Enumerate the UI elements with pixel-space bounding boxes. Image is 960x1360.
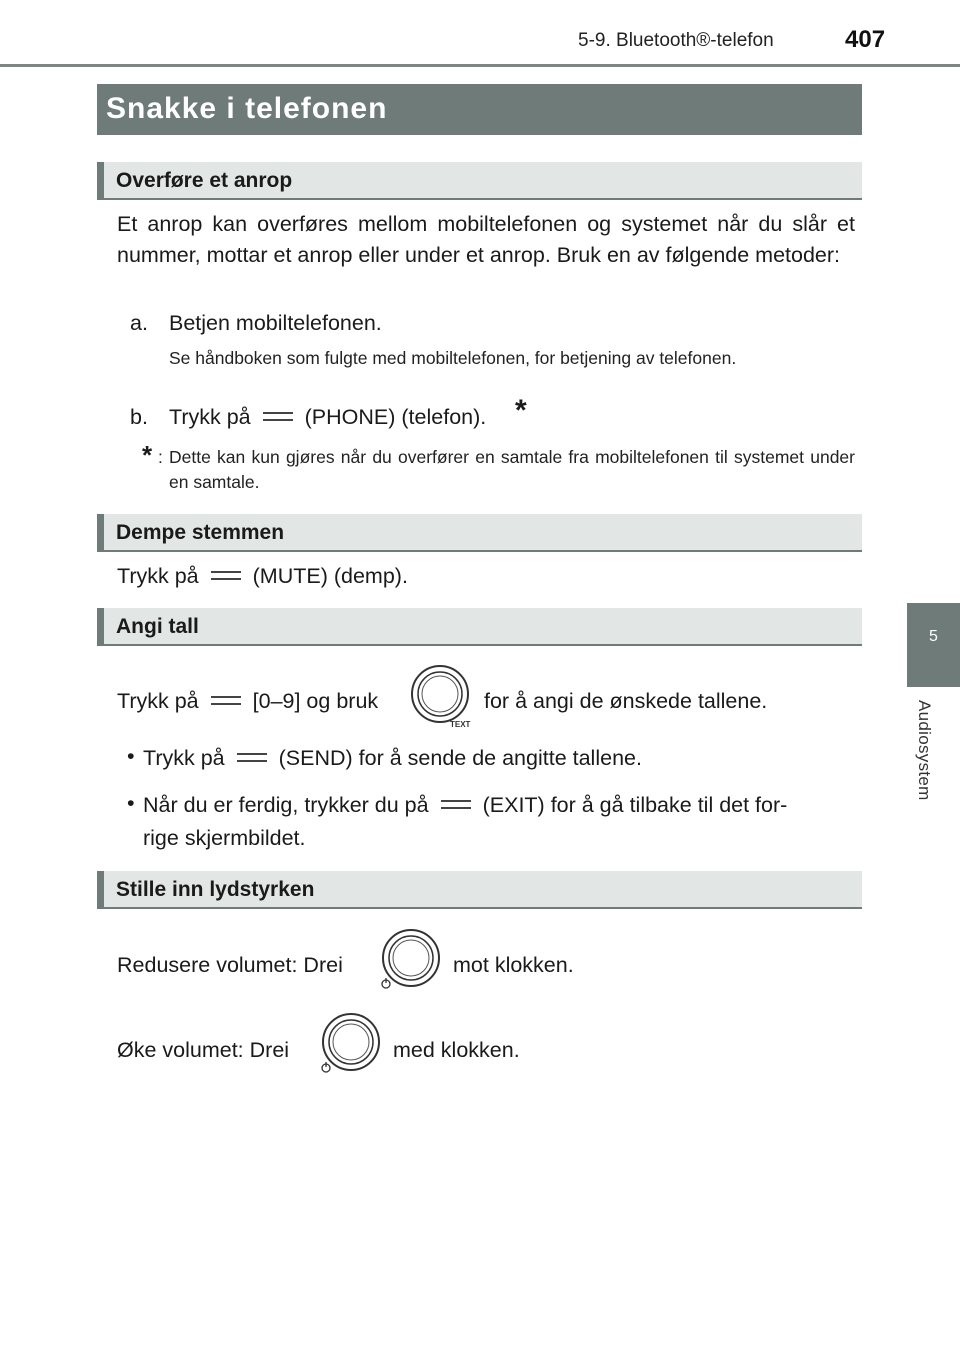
footnote-colon: : [158, 447, 163, 467]
step-b-before: Trykk på [169, 405, 251, 429]
send-after: (SEND) for å sende de angitte tallene. [278, 746, 642, 770]
transfer-intro: Et anrop kan overføres mellom mobiltelefonen og systemet når du slår et nummer, mottar et anrop eller under et anrop. Bruk en av følgende metoder: [117, 212, 855, 267]
volume-increase-before: Øke volumet: Drei [117, 1038, 290, 1062]
mute-button-icon [211, 571, 241, 580]
phone-button-icon [263, 412, 293, 421]
digits-before: Trykk på [117, 689, 199, 713]
tune-knob-icon [410, 664, 474, 730]
exit-button-icon [441, 800, 471, 809]
section-heading-transfer [97, 162, 862, 200]
bullet-send [143, 744, 642, 772]
step-a-label: a. [130, 311, 148, 335]
digits-after: for å angi de ønskede tallene. [484, 689, 768, 713]
chapter-label-text: Audiosystem [915, 700, 934, 801]
chapter-label [914, 700, 938, 860]
header-section-title: 5-9. Bluetooth®-telefon [578, 30, 774, 51]
page-title-bar [97, 84, 862, 135]
step-b-text [169, 403, 486, 431]
mute-instruction [117, 562, 408, 590]
digits-instruction [117, 687, 378, 715]
section-heading-volume [97, 871, 862, 909]
step-b-label: b. [130, 405, 148, 429]
volume-knob-icon [318, 1012, 384, 1076]
digit-button-icon [211, 696, 241, 705]
section-heading-text: Stille inn lydstyrken [116, 878, 315, 901]
step-a-text: Betjen mobiltelefonen. [169, 311, 382, 335]
send-before: Trykk på [143, 746, 225, 770]
footnote-mark-asterisk: * [142, 440, 153, 470]
section-heading-text: Overføre et anrop [116, 169, 293, 192]
section-heading-text: Dempe stemmen [116, 521, 285, 544]
footnote-text: Dette kan kun gjøres når du overfører en samtale fra mobiltelefonen til systemet under en samtale. [169, 447, 855, 492]
volume-decrease-before: Redusere volumet: Drei [117, 953, 343, 977]
step-b-after: (PHONE) (telefon). [304, 405, 487, 429]
send-button-icon [237, 753, 267, 762]
volume-increase-after: med klokken. [393, 1038, 520, 1062]
mute-after: (MUTE) (demp). [252, 564, 408, 588]
exit-after: (EXIT) for å gå tilbake til det for- [482, 793, 788, 817]
knob-text-label: TEXT [450, 720, 471, 729]
exit-before: Når du er ferdig, trykker du på [143, 793, 429, 817]
section-heading-digits [97, 608, 862, 646]
bullet-exit [143, 791, 787, 819]
bullet-dot: • [127, 744, 135, 768]
digits-middle: [0–9] og bruk [252, 689, 379, 713]
section-heading-text: Angi tall [116, 615, 199, 638]
step-a-note: Se håndboken som fulgte med mobiltelefonen, for betjening av telefonen. [169, 348, 737, 368]
volume-decrease-after: mot klokken. [453, 953, 574, 977]
footnote-asterisk: * [515, 394, 527, 427]
header-divider [0, 64, 960, 67]
mute-before: Trykk på [117, 564, 199, 588]
volume-knob-icon [378, 928, 444, 992]
bullet-dot: • [127, 791, 135, 815]
bullet-exit-line2: rige skjermbildet. [143, 826, 306, 850]
section-heading-mute [97, 514, 862, 552]
page-title: Snakke i telefonen [106, 92, 388, 125]
page-number: 407 [845, 26, 886, 53]
chapter-number: 5 [929, 628, 938, 645]
